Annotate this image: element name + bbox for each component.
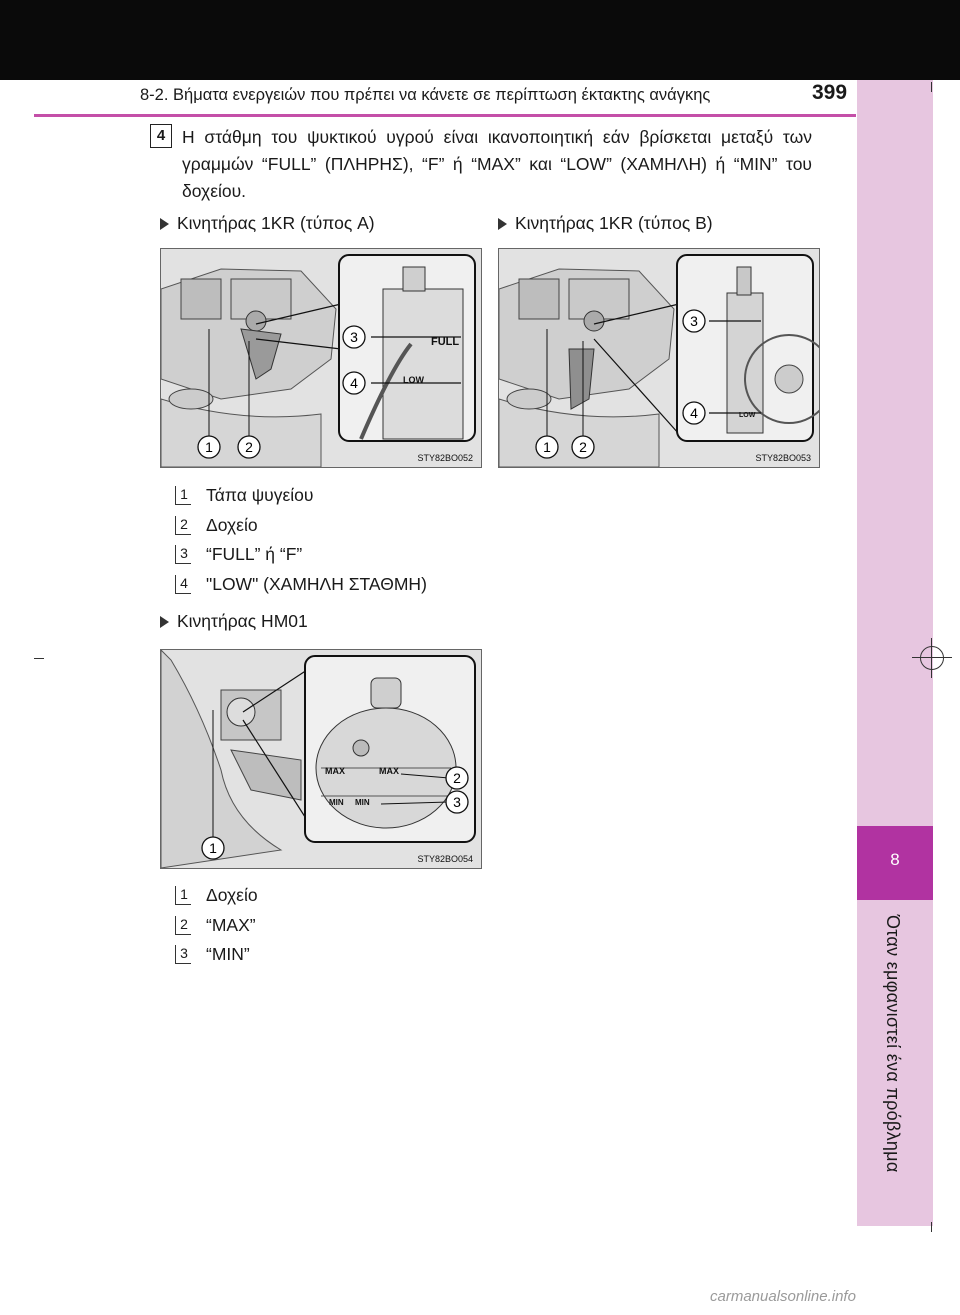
callout-2: [446, 767, 468, 789]
callout-2: [238, 436, 260, 458]
engine-heading-label: Κινητήρας 1KR (τύπος A): [177, 213, 375, 233]
legend-item: [175, 885, 258, 906]
legend-number: 3: [175, 945, 191, 964]
svg-text:4: 4: [690, 405, 698, 421]
legend-number: 1: [175, 886, 191, 905]
svg-text:2: 2: [579, 439, 587, 455]
chapter-tab[interactable]: [857, 826, 933, 900]
svg-text:1: 1: [205, 439, 213, 455]
callout-3: [343, 326, 365, 348]
crop-mark: [931, 1222, 932, 1232]
figure-code: STY82BO054: [417, 854, 473, 864]
figure-engine-type-b: [498, 248, 820, 468]
chapter-number: 8: [890, 850, 900, 869]
callout-3: [683, 310, 705, 332]
callout-4: [683, 402, 705, 424]
triangle-bullet-icon: [498, 218, 507, 230]
triangle-bullet-icon: [160, 616, 169, 628]
engine-heading-hm01: [160, 611, 308, 632]
legend-text: “MAX”: [206, 915, 256, 935]
tank-min-label: MIN: [329, 798, 344, 807]
svg-text:2: 2: [453, 770, 461, 786]
section-header: 8-2. Βήματα ενεργειών που πρέπει να κάνετε σε περίπτωση έκτακτης ανάγκης: [140, 86, 711, 104]
page-number: 399: [812, 81, 848, 104]
tank-low-label: LOW: [739, 412, 756, 419]
engine-heading-label: Κινητήρας HM01: [177, 611, 308, 631]
crop-mark: [34, 658, 44, 659]
tank-min-label: MIN: [355, 798, 370, 807]
tank-low-label: LOW: [403, 375, 424, 385]
footer-watermark: carmanualsonline.info: [710, 1288, 856, 1305]
legend-number: 1: [175, 486, 191, 505]
legend-item: [175, 515, 258, 536]
header-rule: [34, 114, 856, 117]
engine-heading-label: Κινητήρας 1KR (τύπος B): [515, 213, 713, 233]
svg-text:3: 3: [690, 313, 698, 329]
legend-item: [175, 485, 313, 506]
step-text: Η στάθμη του ψυκτικού υγρού είναι ικανοποιητική εάν βρίσκεται μεταξύ των γραμμών “FULL” (ΠΛΗΡΗΣ), “F” ή “MAX” και “LOW” (ΧΑΜΗΛΗ) ή “MIN” του δοχείου.: [182, 127, 812, 201]
svg-text:2: 2: [245, 439, 253, 455]
tank-max-label: MAX: [379, 766, 399, 776]
legend-item: [175, 544, 302, 565]
legend-number: 3: [175, 545, 191, 564]
svg-text:3: 3: [350, 329, 358, 345]
crop-mark: [931, 638, 932, 678]
legend-text: “FULL” ή “F”: [206, 544, 303, 564]
legend-text: "LOW" (ΧΑΜΗΛΗ ΣΤΑΘΜΗ): [206, 574, 427, 594]
figure-engine-hm01: [160, 649, 482, 869]
svg-text:1: 1: [209, 840, 217, 856]
registration-mark: [920, 646, 944, 670]
legend-number: 4: [175, 575, 191, 594]
chapter-title-vertical: [860, 905, 930, 1215]
callout-4: [343, 372, 365, 394]
legend-item: [175, 915, 256, 936]
svg-text:3: 3: [453, 794, 461, 810]
legend-item: [175, 574, 427, 595]
callout-1: [198, 436, 220, 458]
crop-mark: [931, 82, 932, 92]
triangle-bullet-icon: [160, 218, 169, 230]
legend-text: Τάπα ψυγείου: [206, 485, 314, 505]
legend-number: 2: [175, 516, 191, 535]
legend-item: [175, 944, 250, 965]
callout-1: [202, 837, 224, 859]
legend-number: 2: [175, 916, 191, 935]
callout-2: [572, 436, 594, 458]
legend-text: “MIN”: [206, 944, 250, 964]
engine-heading-type-b: [498, 213, 713, 234]
svg-text:1: 1: [543, 439, 551, 455]
svg-text:4: 4: [350, 375, 358, 391]
figure-engine-type-a: [160, 248, 482, 468]
engine-heading-type-a: [160, 213, 375, 234]
figure-code: STY82BO052: [417, 453, 473, 463]
figure-code: STY82BO053: [755, 453, 811, 463]
callout-1: [536, 436, 558, 458]
step-number-box: 4: [150, 124, 172, 148]
crop-mark: [912, 657, 952, 658]
legend-text: Δοχείο: [206, 515, 258, 535]
tank-full-label: FULL: [431, 336, 460, 348]
top-band: [0, 0, 960, 80]
tank-max-label: MAX: [325, 766, 345, 776]
legend-text: Δοχείο: [206, 885, 258, 905]
callout-3: [446, 791, 468, 813]
chapter-title: Όταν εμφανιστεί ένα πρόβλημα: [883, 915, 903, 1173]
